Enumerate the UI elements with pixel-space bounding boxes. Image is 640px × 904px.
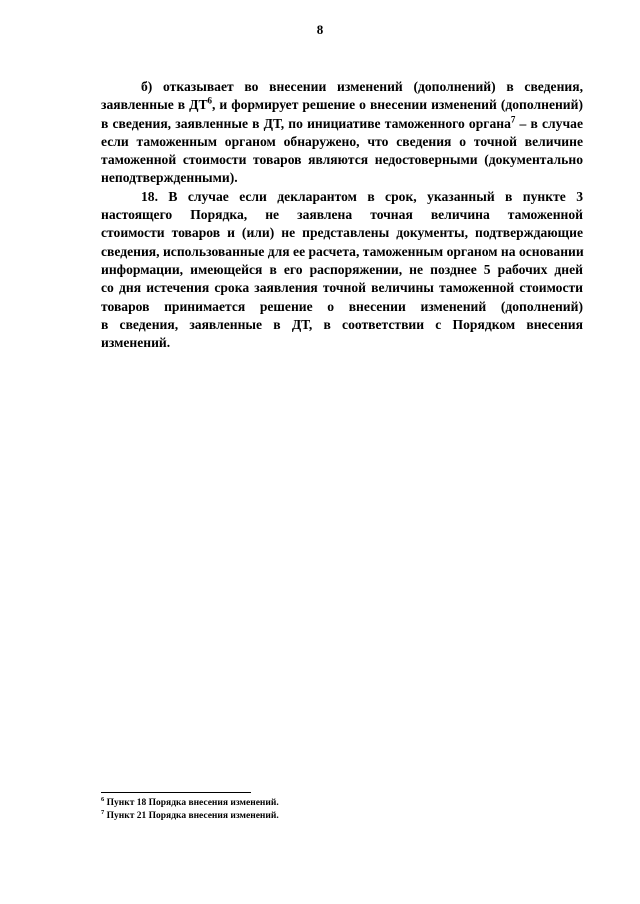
- text-line: [101, 96, 583, 114]
- paragraph-1: [101, 78, 583, 188]
- text-fragment: заявленные в ДТ: [101, 97, 208, 113]
- footnote-7: [101, 810, 581, 823]
- footnote-6: [101, 797, 581, 810]
- text-fragment: – в случае: [515, 115, 583, 131]
- text-line: изменений.: [101, 335, 171, 351]
- text-fragment: , и формирует решение о внесении изменений (дополнений): [212, 97, 583, 113]
- text-line: сведения, использованные для ее расчета, таможенным органом на основании: [101, 243, 584, 259]
- paragraph-2: [101, 188, 583, 353]
- footnote-text: Пункт 21 Порядка внесения изменений.: [104, 811, 279, 821]
- text-line: неподтвержденными).: [101, 170, 238, 186]
- footnote-ref-6: 6: [207, 95, 213, 106]
- document-body: [101, 78, 583, 352]
- text-line: настоящего Порядка, не заявлена точная величина таможенной: [101, 207, 583, 223]
- footnote-text: Пункт 18 Порядка внесения изменений.: [104, 798, 279, 808]
- text-line: б) отказывает во внесении изменений (дополнений) в сведения,: [141, 79, 583, 94]
- footnotes: [101, 797, 581, 823]
- text-fragment: в сведения, заявленные в ДТ, по инициативе таможенного органа: [101, 115, 511, 131]
- text-line: стоимости товаров и (или) не представлены документы, подтверждающие: [101, 225, 583, 241]
- text-line: товаров принимается решение о внесении изменений (дополнений): [101, 298, 583, 314]
- page-number: 8: [316, 22, 324, 37]
- footnote-separator: [101, 792, 251, 793]
- text-line: таможенной стоимости товаров являются недостоверными (документально: [101, 152, 583, 168]
- text-line: в сведения, заявленные в ДТ, в соответствии с Порядком внесения: [101, 316, 583, 332]
- text-line: со дня истечения срока заявления точной величины таможенной стоимости: [101, 280, 583, 296]
- text-line: 18. В случае если декларантом в срок, указанный в пункте 3: [141, 188, 583, 204]
- text-line: [101, 115, 583, 133]
- footnote-ref-7: 7: [510, 114, 516, 125]
- text-line: информации, имеющейся в его распоряжении, не позднее 5 рабочих дней: [101, 261, 583, 277]
- text-line: если таможенным органом обнаружено, что сведения о точной величине: [101, 133, 583, 149]
- footnote-mark: 7: [101, 808, 105, 816]
- footnote-mark: 6: [101, 795, 105, 803]
